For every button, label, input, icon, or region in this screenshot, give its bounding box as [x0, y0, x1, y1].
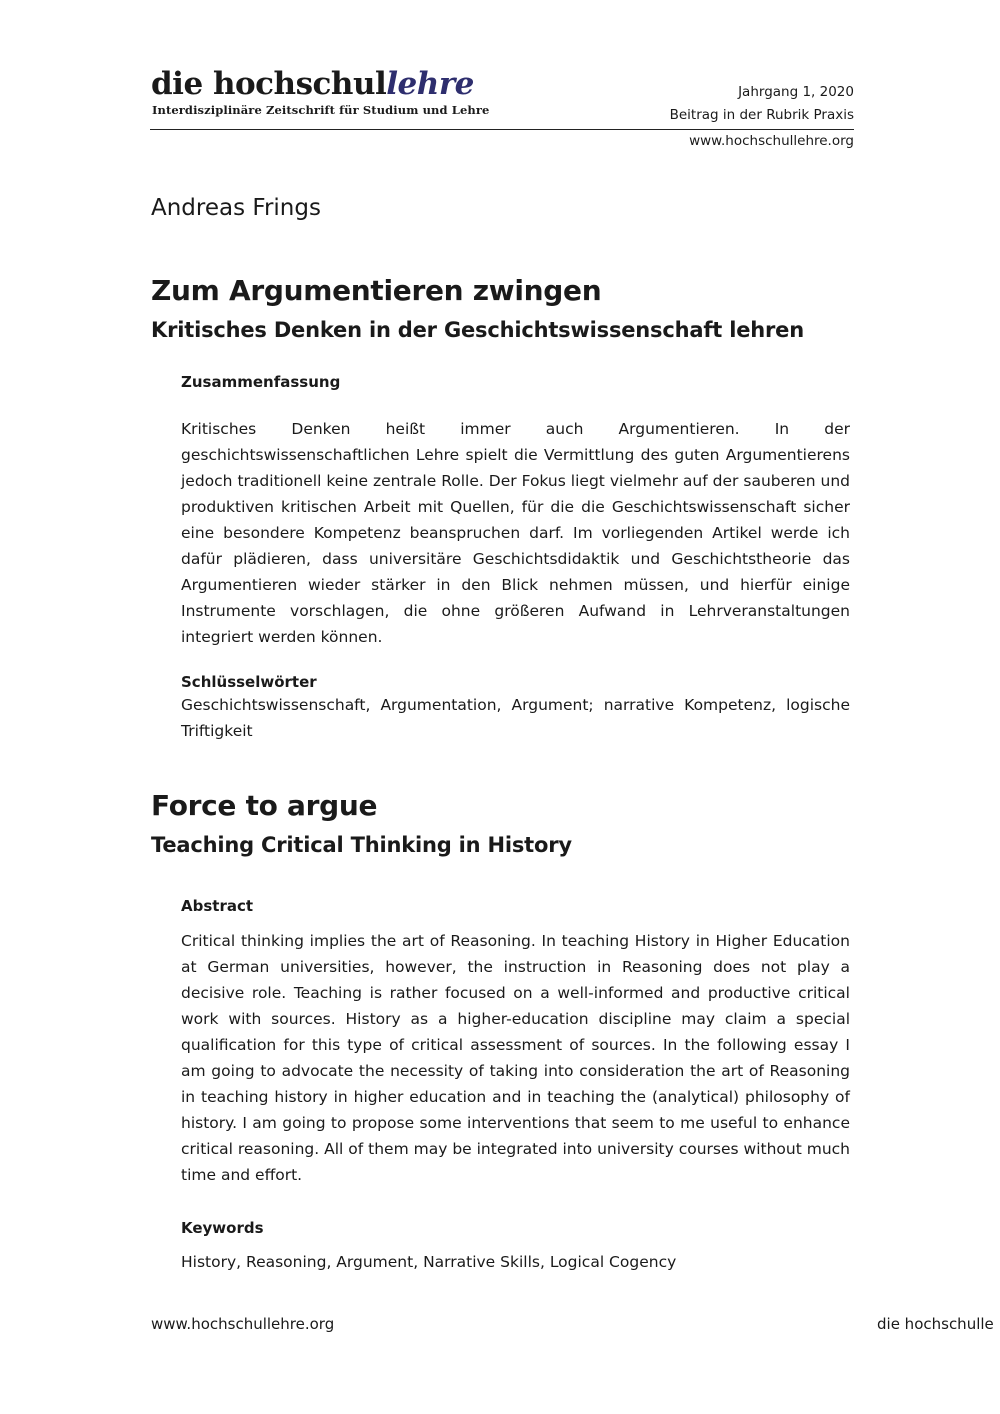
- german-subtitle: Kritisches Denken in der Geschichtswissenschaft lehren: [151, 318, 804, 342]
- german-title: Zum Argumentieren zwingen: [151, 274, 602, 307]
- footer-url[interactable]: www.hochschullehre.org: [151, 1315, 335, 1333]
- english-keywords-heading: Keywords: [181, 1219, 264, 1237]
- english-keywords: History, Reasoning, Argument, Narrative Skills, Logical Cogency: [181, 1253, 677, 1271]
- logo-main-text: die hochschul: [151, 66, 387, 102]
- summary-heading: Zusammenfassung: [181, 373, 341, 391]
- german-keywords-heading: Schlüsselwörter: [181, 673, 317, 691]
- english-abstract: Critical thinking implies the art of Reasoning. In teaching History in Higher Education at German universities, however, the instruction in Reasoning does not play a decisive role. Teaching is rather focused on a well-informed and productive critical work with sources. History as a higher-education discipline may claim a special qualification for this type of critical assessment of sources. In the following essay I am going to advocate the necessity of taking into consideration the art of Reasoning in teaching history in higher education and in teaching the (analytical) philosophy of history. I am going to propose some interventions that seem to me useful to enhance critical reasoning. All of them may be integrated into university courses without much time and effort.: [181, 932, 850, 1184]
- footer-journal-name: die hochschulle: [877, 1315, 994, 1333]
- german-summary: Kritisches Denken heißt immer auch Argumentieren. In der geschichtswissenschaftlichen Lehre spielt die Vermittlung des guten Argumentierens jedoch traditionell keine zentrale Rolle. Der Fokus liegt vielmehr auf der sauberen und produktiven kritischen Arbeit mit Quellen, für die die Geschichtswissenschaft sicher eine besondere Kompetenz beanspruchen darf. Im vorliegenden Artikel werde ich dafür plädieren, dass universitäre Geschichtsdidaktik und Geschichtstheorie das Argumentieren wieder stärker in den Blick nehmen müssen, und hierfür einige Instrumente vorschlagen, die ohne größeren Aufwand in Lehrveranstaltungen integriert werden können.: [181, 420, 850, 646]
- abstract-heading: Abstract: [181, 897, 254, 915]
- english-subtitle: Teaching Critical Thinking in History: [151, 833, 572, 857]
- german-keywords: Geschichtswissenschaft, Argumentation, Argument; narrative Kompetenz, logische Triftigkeit: [181, 696, 850, 740]
- header-rule: [150, 129, 854, 130]
- logo-accent-text: lehre: [386, 66, 474, 102]
- header-url[interactable]: www.hochschullehre.org: [689, 133, 854, 149]
- journal-logo: [151, 66, 474, 102]
- section-info: Beitrag in der Rubrik Praxis: [669, 107, 854, 123]
- volume-info: Jahrgang 1, 2020: [738, 84, 854, 100]
- english-title: Force to argue: [151, 789, 378, 822]
- author-name: Andreas Frings: [151, 195, 321, 221]
- journal-subtitle: Interdisziplinäre Zeitschrift für Studium und Lehre: [152, 103, 490, 117]
